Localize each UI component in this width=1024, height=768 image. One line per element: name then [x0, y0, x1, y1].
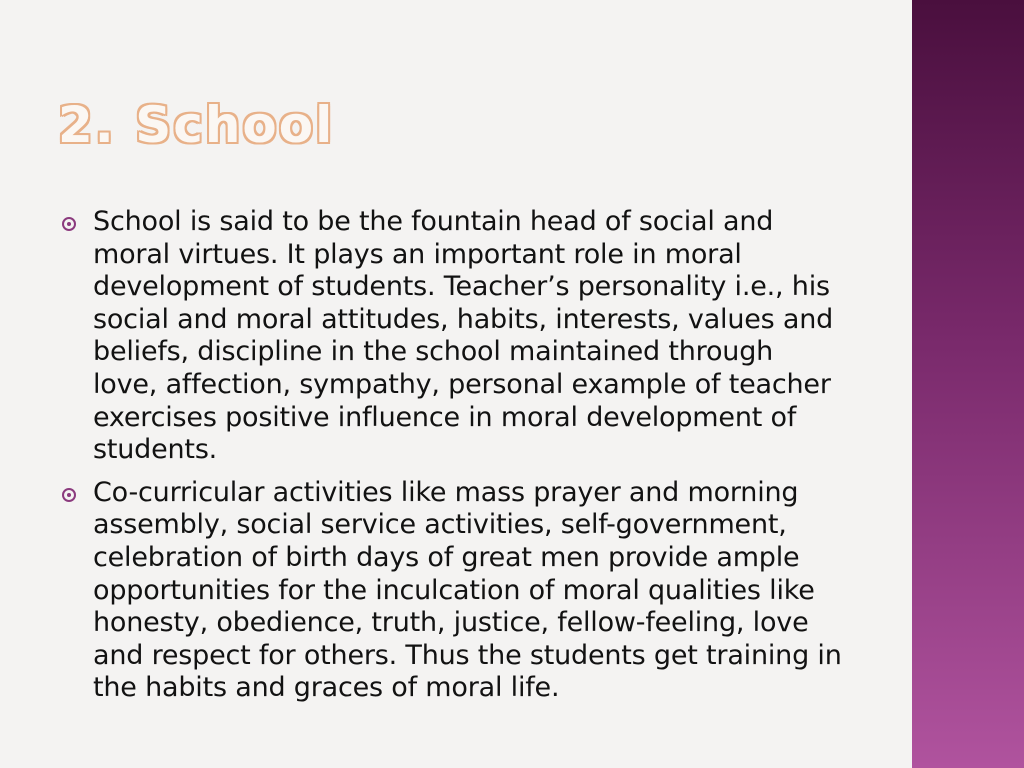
bullet-line: development of students. Teacher’s personality i.e., his [93, 271, 830, 303]
circle-bullet-icon [62, 488, 76, 502]
bullet-line: moral virtues. It plays an important role in moral [93, 238, 742, 270]
bullet-line: love, affection, sympathy, personal example of teacher [93, 368, 831, 400]
bullet-line: assembly, social service activities, self-government, [93, 509, 787, 541]
bullet-line: exercises positive influence in moral development of [93, 401, 797, 433]
bullet-line: honesty, obedience, truth, justice, fellow-feeling, love [93, 607, 809, 639]
bullet-line: beliefs, discipline in the school maintained through [93, 336, 774, 368]
slide-title: 2. School [58, 96, 335, 154]
bullet-line: and respect for others. Thus the students get training in [93, 639, 842, 671]
bullet-item [62, 206, 962, 467]
bullet-line: social and moral attitudes, habits, interests, values and [93, 303, 834, 335]
bullet-line: Co-curricular activities like mass prayer and morning [93, 476, 799, 508]
bullet-line: School is said to be the fountain head of social and [93, 206, 774, 237]
bullet-list [62, 206, 962, 715]
circle-bullet-icon [62, 217, 76, 231]
bullet-line: the habits and graces of moral life. [93, 672, 560, 704]
bullet-line: students. [93, 434, 218, 466]
bullet-item [62, 477, 962, 705]
bullet-line: opportunities for the inculcation of moral qualities like [93, 574, 815, 606]
bullet-line: celebration of birth days of great men provide ample [93, 541, 800, 573]
